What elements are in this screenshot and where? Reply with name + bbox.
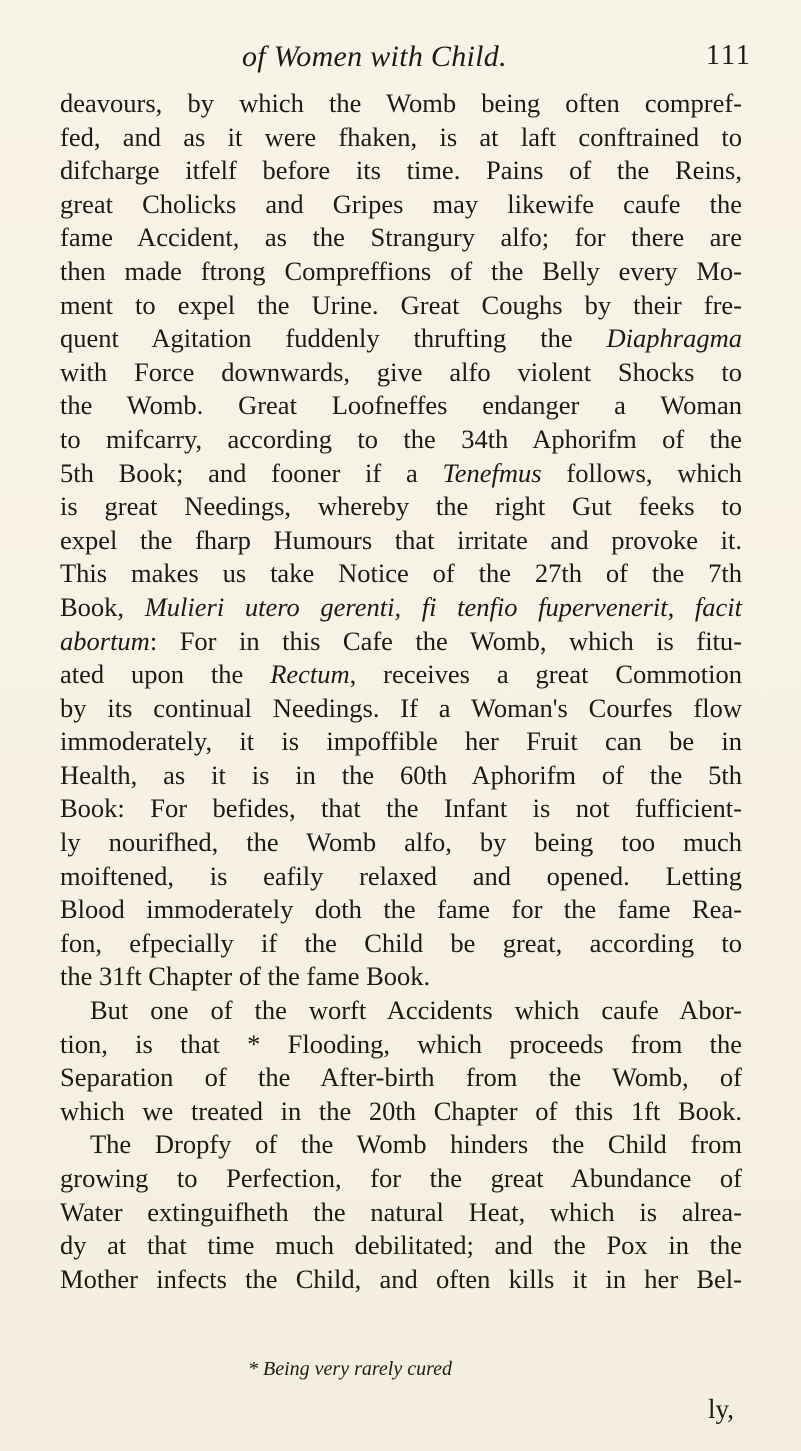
text-line: Separation of the After-birth from the Womb, of xyxy=(60,1062,742,1093)
text-line: quent Agitation fuddenly thrufting the Diaphragma xyxy=(60,323,742,354)
text-line: the 31ft Chapter of the fame Book. xyxy=(60,961,431,992)
text-line: tion, is that * Flooding, which proceeds from the xyxy=(60,1028,742,1059)
text-line: The Dropfy of the Womb hinders the Child from xyxy=(90,1129,742,1160)
text-line: then made ftrong Compreffions of the Belly every Mo- xyxy=(60,255,742,286)
catchword: ly, xyxy=(708,1394,734,1424)
text-line: Health, as it is in the 60th Aphorifm of the 5th xyxy=(60,759,742,790)
text-line: Blood immoderately doth the fame for the fame Rea- xyxy=(60,894,742,925)
text-line: moiftened, is eafily relaxed and opened. Letting xyxy=(60,860,742,891)
text-line: growing to Perfection, for the great Abundance of xyxy=(60,1163,742,1193)
text-line: fame Accident, as the Strangury alfo; for there are xyxy=(60,222,742,253)
text-line: Mother infects the Child, and often kills it in her Bel- xyxy=(60,1263,742,1294)
running-head: of Women with Child. xyxy=(242,40,507,73)
text-line: ly nourifhed, the Womb alfo, by being too much xyxy=(60,827,742,858)
text-line: 5th Book; and fooner if a Tenefmus follows, which xyxy=(60,457,742,488)
text-line: which we treated in the 20th Chapter of this 1ft Book. xyxy=(60,1095,742,1126)
text-line: difcharge itfelf before its time. Pains of the Reins, xyxy=(60,155,742,186)
text-line: by its continual Needings. If a Woman's Courfes flow xyxy=(60,692,742,723)
text-line: the Womb. Great Loofneffes endanger a Woman xyxy=(60,390,742,421)
text-line: is great Needings, whereby the right Gut feeks to xyxy=(60,491,742,522)
text-line: Book: For befides, that the Infant is not fufficient- xyxy=(60,793,742,824)
text-line: Water extinguifheth the natural Heat, which is alrea- xyxy=(60,1196,742,1227)
text-line: dy at that time much debilitated; and the Pox in the xyxy=(60,1230,742,1261)
text-line: fon, efpecially if the Child be great, according to xyxy=(60,927,742,958)
text-line: ment to expel the Urine. Great Coughs by their fre- xyxy=(60,289,742,320)
body-text xyxy=(60,87,742,1296)
footnote: * Being very rarely cured xyxy=(248,1358,452,1380)
text-line: ated upon the Rectum, receives a great Commotion xyxy=(60,659,742,690)
text-line: expel the fharp Humours that irritate and provoke it. xyxy=(60,524,742,555)
text-line: This makes us take Notice of the 27th of the 7th xyxy=(60,558,742,589)
text-line: deavours, by which the Womb being often compref- xyxy=(60,88,742,118)
text-line: with Force downwards, give alfo violent Shocks to xyxy=(60,356,742,387)
text-line: immoderately, it is impoffible her Fruit can be in xyxy=(60,726,742,757)
text-line: Book, Mulieri utero gerenti, fi tenfio fupervenerit, facit xyxy=(60,591,742,622)
text-line: But one of the worft Accidents which caufe Abor- xyxy=(90,995,742,1026)
text-line: great Cholicks and Gripes may likewife caufe the xyxy=(60,188,742,219)
text-line: abortum: For in this Cafe the Womb, which is fitu- xyxy=(60,625,742,656)
page-header xyxy=(0,40,801,80)
text-line: fed, and as it were fhaken, is at laft conftrained to xyxy=(60,121,742,152)
text-line: to mifcarry, according to the 34th Aphorifm of the xyxy=(60,423,742,454)
page-number: 111 xyxy=(706,40,752,71)
